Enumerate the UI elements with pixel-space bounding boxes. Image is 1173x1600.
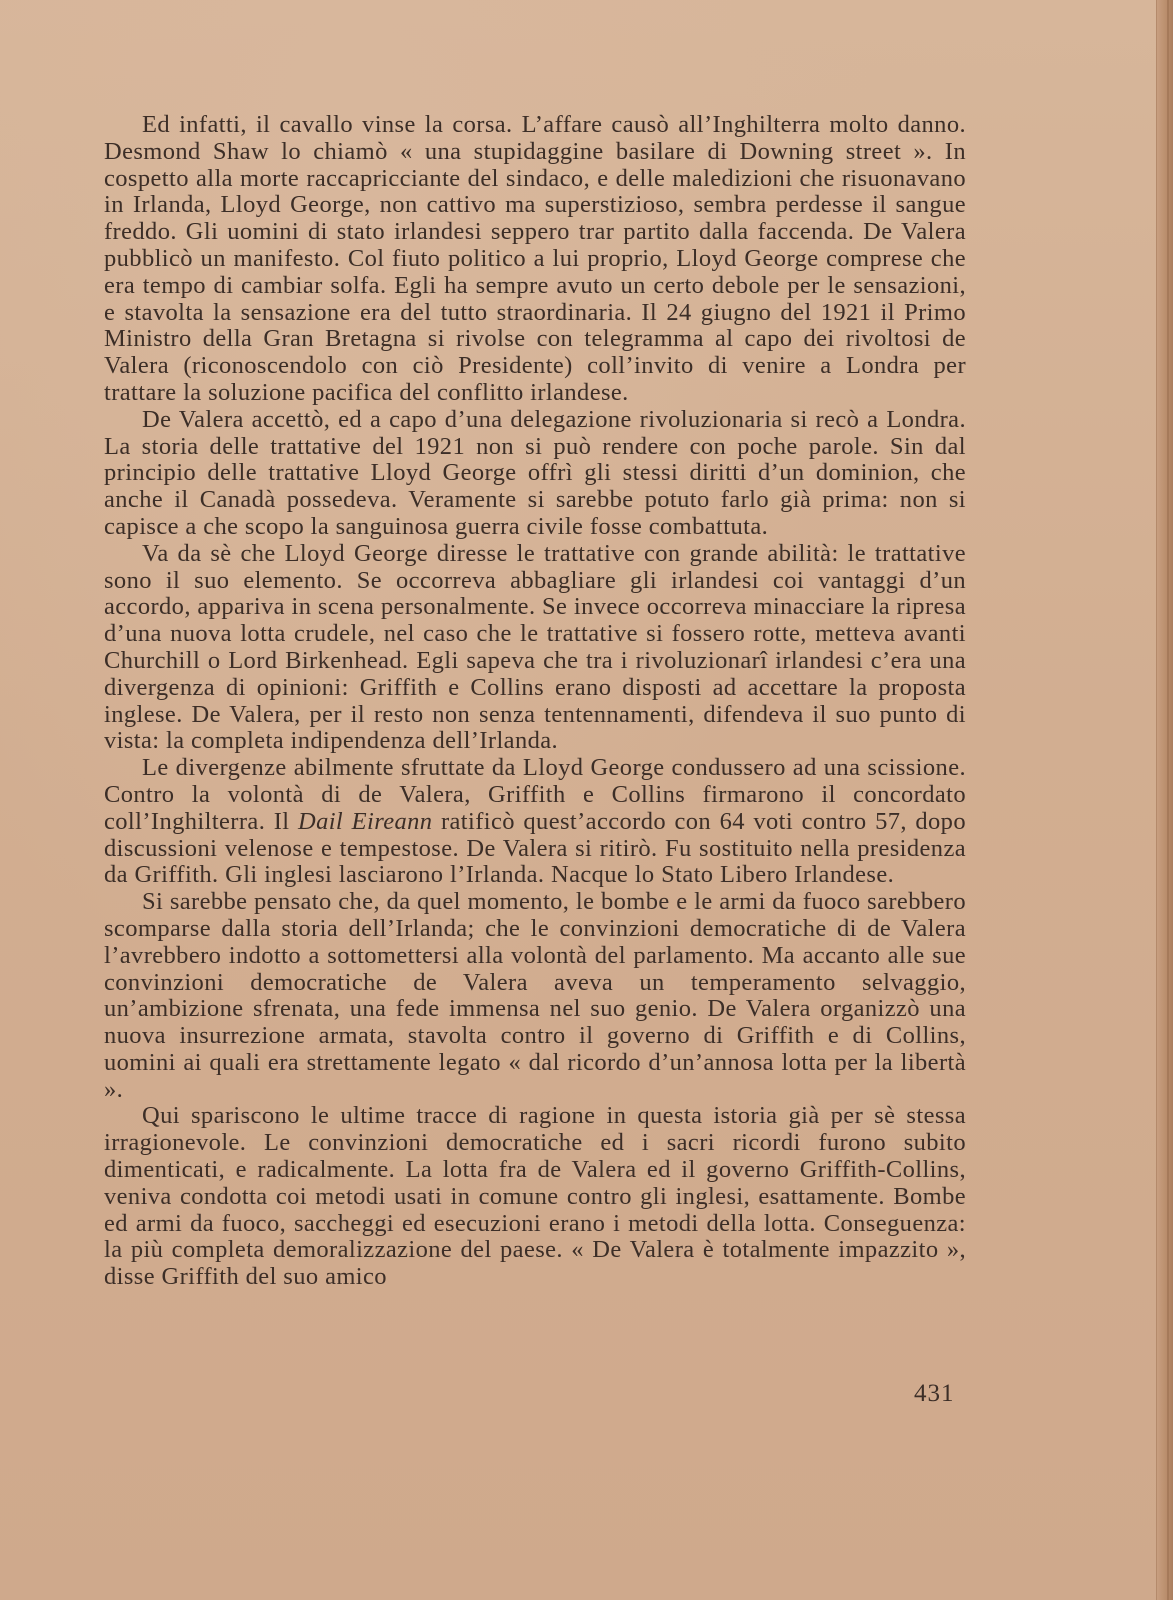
paragraph: Qui spariscono le ultime tracce di ragione in questa istoria già per sè stessa irragionevole. Le convinzioni democratiche ed i sacri ricordi furono subito dimenticati, e radicalmente. La lotta fra de Valera ed il governo Griffith-Collins, veniva condotta coi metodi usati in comune contro gli inglesi, esattamente. Bombe ed armi da fuoco, saccheggi ed esecuzioni erano i metodi della lotta. Conseguenza: la più completa demoralizzazione del paese. « De Valera è totalmente impazzito », disse Griffith del suo amico [104, 1102, 966, 1291]
paragraph: Si sarebbe pensato che, da quel momento, le bombe e le armi da fuoco sarebbero scomparse dalla storia dell’Irlanda; che le convinzioni democratiche di de Valera l’avrebbero indotto a sottomettersi alla volontà del parlamento. Ma accanto alle sue convinzioni democratiche de Valera aveva un temperamento selvaggio, un’ambizione sfrenata, una fede immensa nel suo genio. De Valera organizzò una nuova insurrezione armata, stavolta contro il governo di Griffith e di Collins, uomini ai quali era strettamente legato « dal ricordo d’un’annosa lotta per la libertà ». [104, 888, 966, 1103]
paragraph: Le divergenze abilmente sfruttate da Lloyd George condussero ad una scissione. Contro la volontà di de Valera, Griffith e Collins firmarono il concordato coll’Inghilterra. Il Dail Eireann ratificò quest’accordo con 64 voti contro 57, dopo discussioni velenose e tempestose. De Valera si ritirò. Fu sostituito nella presidenza da Griffith. Gli inglesi lasciarono l’Irlanda. Nacque lo Stato Libero Irlandese. [104, 754, 966, 889]
paragraph: De Valera accettò, ed a capo d’una delegazione rivoluzionaria si recò a Londra. La storia delle trattative del 1921 non si può rendere con poche parole. Sin dal principio delle trattative Lloyd George offrì gli stessi diritti d’un dominion, che anche il Canadà possedeva. Veramente si sarebbe potuto farlo già prima: non si capisce a che scopo la sanguinosa guerra civile fosse combattuta. [104, 405, 966, 540]
page-edge [1156, 0, 1173, 1600]
paragraph: Ed infatti, il cavallo vinse la corsa. L’affare causò all’Inghilterra molto danno. Desmond Shaw lo chiamò « una stupidaggine basilare di Downing street ». In cospetto alla morte raccapricciante del sindaco, e delle maledizioni che risuonavano in Irlanda, Lloyd George, non cattivo ma superstizioso, sembra perdesse il sangue freddo. Gli uomini di stato irlandesi seppero trar partito dalla faccenda. De Valera pubblicò un manifesto. Col fiuto politico a lui proprio, Lloyd George comprese che era tempo di cambiar solfa. Egli ha sempre avuto un certo debole per le sensazioni, e stavolta la sensazione era del tutto straordinaria. Il 24 giugno del 1921 il Primo Ministro della Gran Bretagna si rivolse con telegramma al capo dei rivoltosi de Valera (riconoscendolo con ciò Presidente) coll’invito di venire a Londra per trattare la soluzione pacifica del conflitto irlandese. [104, 111, 966, 406]
body-text [104, 112, 966, 1291]
italic-term: Dail Eireann [297, 807, 433, 835]
page-edge-rule [1167, 0, 1169, 1600]
paragraph: Va da sè che Lloyd George diresse le trattative con grande abilità: le trattative sono il suo elemento. Se occorreva abbagliare gli irlandesi coi vantaggi d’un accordo, appariva in scena personalmente. Se invece occorreva minacciare la ripresa d’una nuova lotta crudele, nel caso che le trattative si fossero rotte, metteva avanti Churchill o Lord Birkenhead. Egli sapeva che tra i rivoluzionarî irlandesi c’era una divergenza di opinioni: Griffith e Collins erano disposti ad accettare la proposta inglese. De Valera, per il resto non senza tentennamenti, difendeva il suo punto di vista: la completa indipendenza dell’Irlanda. [104, 539, 966, 755]
page-number: 431 [914, 1380, 955, 1407]
